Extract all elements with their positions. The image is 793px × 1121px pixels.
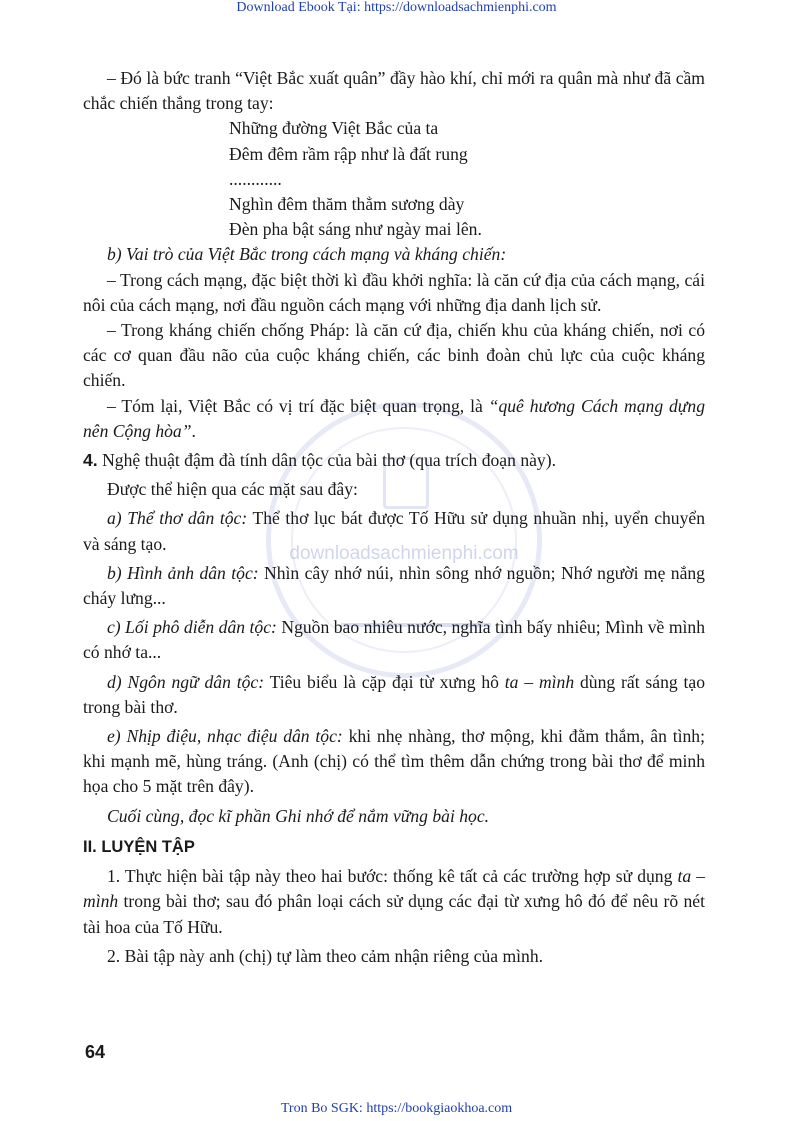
item-b bbox=[83, 561, 705, 611]
section-2-heading: II. LUYỆN TẬP bbox=[83, 837, 195, 856]
item-d-text-end: dùng rất sáng tạo trong bài thơ. bbox=[83, 671, 706, 717]
item-a-label: a) Thể thơ dân tộc: bbox=[107, 508, 248, 529]
item-e-label: e) Nhịp điệu, nhạc điệu dân tộc: bbox=[107, 726, 343, 747]
page-content bbox=[83, 66, 705, 969]
poem-line: Đêm đêm rầm rập như là đất rung bbox=[229, 143, 468, 164]
poem-line: ............ bbox=[229, 168, 282, 189]
footer-sgk-banner[interactable]: Tron Bo SGK: https://bookgiaokhoa.com bbox=[280, 1101, 513, 1116]
section-4-heading bbox=[83, 448, 705, 473]
exercise-1-text-end: trong bài thơ; sau đó phân loại cách sử dụng các đại từ xưng hô đó để nêu rõ nét tài hoa của Tố Hữu. bbox=[83, 891, 705, 937]
watermark-text: downloadsachmienphi.com bbox=[289, 543, 519, 564]
page-number: 64 bbox=[85, 1042, 106, 1062]
exercise-1-pronoun: ta – mình bbox=[83, 866, 705, 912]
item-a-text: Thể thơ lục bát được Tố Hữu sử dụng nhuần nhị, uyển chuyển và sáng tạo. bbox=[83, 508, 705, 554]
paragraph-summary bbox=[83, 394, 705, 444]
exercise-2: 2. Bài tập này anh (chị) tự làm theo cảm nhận riêng của mình. bbox=[107, 945, 544, 966]
exercise-1 bbox=[83, 864, 705, 940]
item-a bbox=[83, 506, 705, 556]
item-c bbox=[83, 615, 705, 665]
item-d-label: d) Ngôn ngữ dân tộc: bbox=[107, 671, 265, 692]
section-4-number: 4. bbox=[83, 450, 98, 471]
section-4-text: Nghệ thuật đậm đà tính dân tộc của bài thơ (qua trích đoạn này). bbox=[97, 450, 556, 471]
item-b-label: b) Hình ảnh dân tộc: bbox=[107, 562, 259, 583]
summary-text: – Tóm lại, Việt Bắc có vị trí đặc biệt quan trọng, là bbox=[107, 395, 489, 416]
item-e-text: khi nhẹ nhàng, thơ mộng, khi đằm thắm, ân tình; khi mạnh mẽ, hùng tráng. (Anh (chị) có thể tìm thêm dẫn chứng trong bài thơ để minh họa cho 5 mặt trên đây). bbox=[83, 726, 705, 797]
subheading-role: b) Vai trò của Việt Bắc trong cách mạng và kháng chiến: bbox=[107, 244, 507, 265]
poem-line: Nghìn đêm thăm thẳm sương dày bbox=[229, 194, 465, 215]
item-d bbox=[83, 670, 705, 720]
item-e bbox=[83, 724, 705, 800]
item-b-text: Nhìn cây nhớ núi, nhìn sông nhớ nguồn; Nhớ người mẹ nắng cháy lưng... bbox=[83, 562, 705, 609]
paragraph-intro: – Đó là bức tranh “Việt Bắc xuất quân” đầy hào khí, chỉ mới ra quân mà như đã cầm chắc chiến thắng trong tay: bbox=[83, 68, 705, 114]
item-d-text: Tiêu biểu là cặp đại từ xưng hô bbox=[264, 671, 505, 692]
paragraph-revolution: – Trong cách mạng, đặc biệt thời kì đầu khởi nghĩa: là căn cứ địa của cách mạng, cái nôi của cách mạng, nơi đầu nguồn cách mạng với những địa danh lịch sử. bbox=[83, 269, 705, 315]
final-note: Cuối cùng, đọc kĩ phần Ghi nhớ để nắm vững bài học. bbox=[107, 805, 490, 826]
poem-line: Đèn pha bật sáng như ngày mai lên. bbox=[229, 219, 482, 240]
header-download-banner[interactable]: Download Ebook Tại: https://downloadsachmienphi.com bbox=[236, 0, 557, 15]
paragraph-aspects: Được thể hiện qua các mặt sau đây: bbox=[107, 479, 358, 500]
poem-excerpt bbox=[83, 116, 705, 242]
exercise-1-text: 1. Thực hiện bài tập này theo hai bước: thống kê tất cả các trường hợp sử dụng bbox=[107, 866, 678, 887]
summary-end: . bbox=[191, 420, 196, 441]
poem-line: Những đường Việt Bắc của ta bbox=[229, 118, 439, 139]
summary-quote: “quê hương Cách mạng dựng nên Cộng hòa” bbox=[83, 395, 705, 441]
item-d-pronoun: ta – mình bbox=[504, 671, 575, 692]
paragraph-resistance: – Trong kháng chiến chống Pháp: là căn cứ địa, chiến khu của kháng chiến, nơi có các cơ quan đầu não của cuộc kháng chiến, các binh đoàn chủ lực của cuộc kháng chiến. bbox=[83, 320, 705, 391]
item-c-label: c) Lối phô diễn dân tộc: bbox=[107, 617, 277, 638]
item-c-text: Nguồn bao nhiêu nước, nghĩa tình bấy nhiêu; Mình về mình có nhớ ta... bbox=[83, 617, 705, 663]
